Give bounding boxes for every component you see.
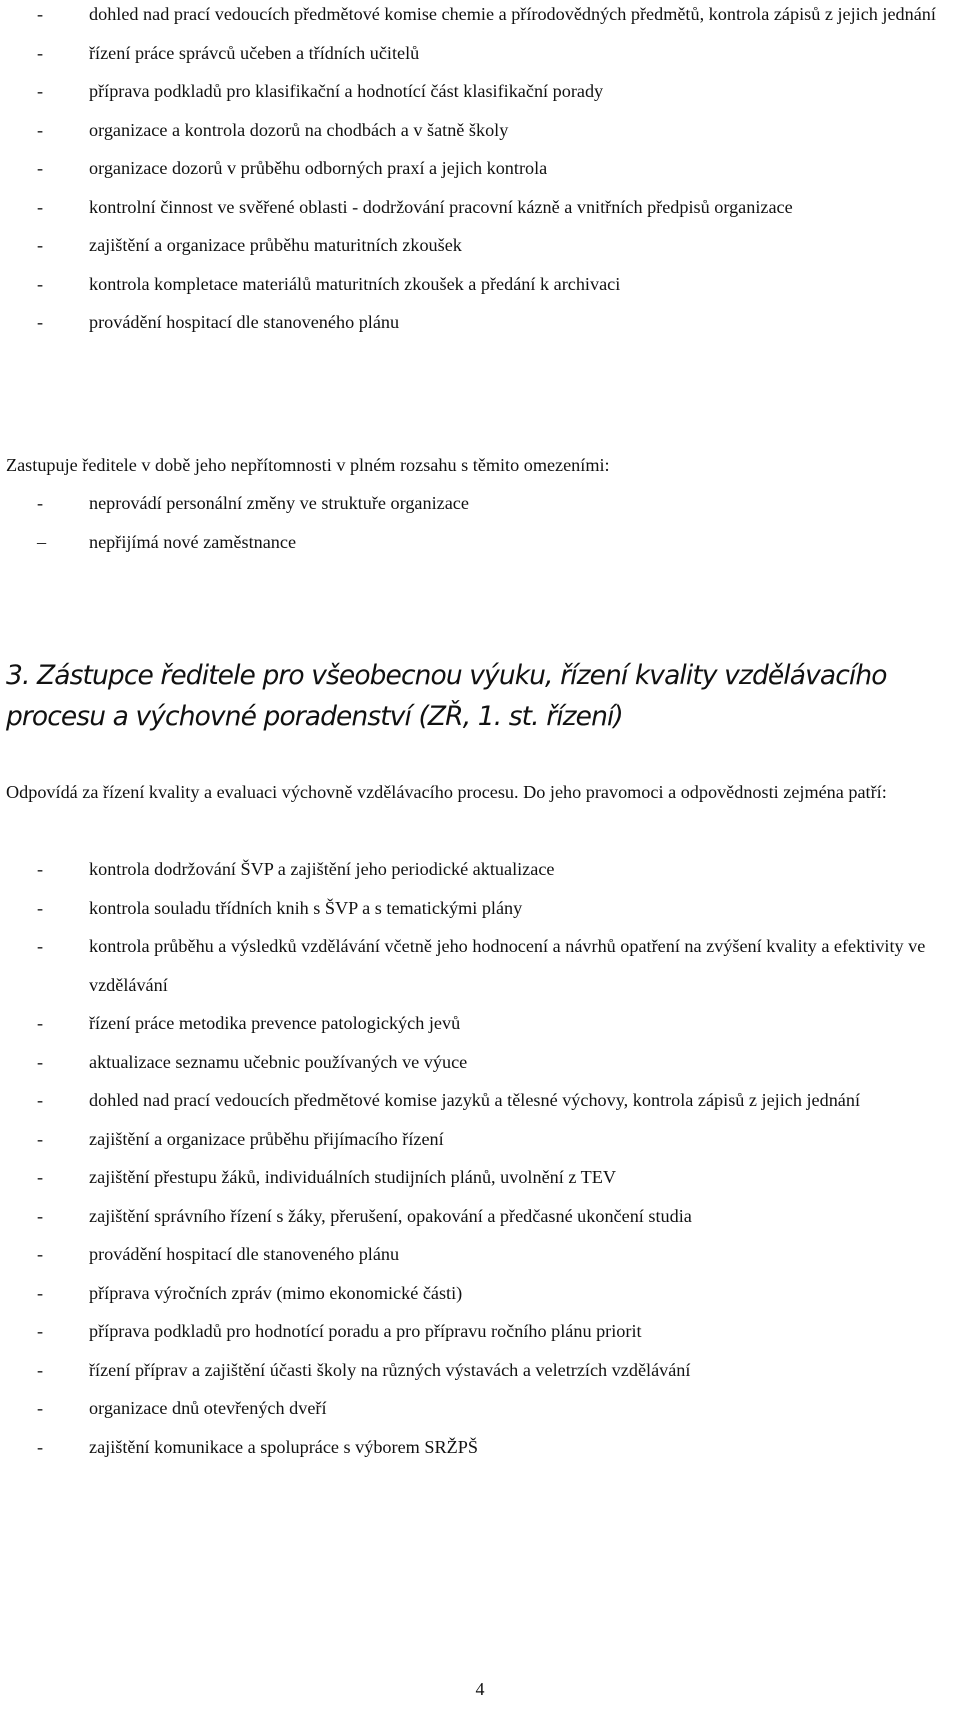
list-item-text: kontrola kompletace materiálů maturitních zkoušek a předání k archivaci bbox=[89, 273, 621, 294]
list-item-text: příprava výročních zpráv (mimo ekonomické části) bbox=[89, 1282, 463, 1303]
list-item-text: řízení práce správců učeben a třídních učitelů bbox=[89, 42, 420, 63]
bullet-dash: – bbox=[37, 531, 47, 552]
list-item-text: provádění hospitací dle stanoveného plánu bbox=[89, 312, 400, 332]
substitution-restrictions-list bbox=[0, 484, 960, 561]
list-item bbox=[0, 303, 960, 342]
section-heading: 3. Zástupce ředitele pro všeobecnou výuku, řízení kvality vzdělávacího procesu a výchovné poradenství (ZŘ, 1. st. řízení) bbox=[6, 660, 887, 732]
list-item-text: zajištění a organizace průběhu maturitních zkoušek bbox=[89, 235, 462, 255]
list-item bbox=[0, 1197, 960, 1236]
list-item-text: kontrola průběhu a výsledků vzdělávání včetně jeho hodnocení a návrhů opatření na zvýšení kvality a efektivity ve vzdělávání bbox=[89, 936, 926, 995]
list-item bbox=[0, 1428, 960, 1467]
bullet-dash: - bbox=[37, 312, 44, 332]
duties-list-top bbox=[0, 0, 960, 342]
list-item-text: dohled nad prací vedoucích předmětové komise jazyků a tělesné výchovy, kontrola zápisů z jejich jednání bbox=[89, 1090, 861, 1110]
list-item bbox=[0, 927, 960, 1004]
bullet-dash: - bbox=[37, 42, 44, 63]
list-item-text: neprovádí personální změny ve struktuře organizace bbox=[89, 493, 469, 513]
bullet-dash: - bbox=[37, 4, 44, 24]
list-item-text: příprava podkladů pro klasifikační a hodnotící část klasifikační porady bbox=[89, 81, 604, 101]
list-item-text: kontrolní činnost ve svěřené oblasti - dodržování pracovní kázně a vnitřních předpisů organizace bbox=[89, 196, 793, 217]
list-item-text: provádění hospitací dle stanoveného plánu bbox=[89, 1244, 400, 1264]
list-item bbox=[0, 1351, 960, 1390]
list-item-text: organizace dozorů v průběhu odborných praxí a jejich kontrola bbox=[89, 158, 548, 178]
bullet-dash: - bbox=[37, 1205, 44, 1226]
list-item-text: řízení práce metodika prevence patologických jevů bbox=[89, 1013, 461, 1033]
list-item-text: dohled nad prací vedoucích předmětové komise chemie a přírodovědných předmětů, kontrola zápisů z jejich jednání bbox=[89, 4, 936, 24]
bullet-dash: - bbox=[37, 196, 44, 217]
list-item-text: aktualizace seznamu učebnic používaných ve výuce bbox=[89, 1051, 468, 1072]
list-item-text: organizace dnů otevřených dveří bbox=[89, 1398, 327, 1418]
list-item bbox=[0, 0, 960, 34]
bullet-dash: - bbox=[37, 1359, 44, 1380]
list-item bbox=[0, 889, 960, 928]
page-number: 4 bbox=[475, 1679, 485, 1699]
list-item bbox=[0, 850, 960, 889]
list-item bbox=[0, 1158, 960, 1197]
bullet-dash: - bbox=[37, 1128, 44, 1149]
bullet-dash: - bbox=[37, 936, 44, 956]
list-item bbox=[0, 1004, 960, 1043]
list-item-text: zajištění komunikace a spolupráce s výborem SRŽPŠ bbox=[89, 1436, 478, 1457]
bullet-dash: - bbox=[37, 859, 44, 879]
bullet-dash: - bbox=[37, 1436, 44, 1457]
list-item-text: organizace a kontrola dozorů na chodbách a v šatně školy bbox=[89, 119, 509, 140]
list-item-text: nepřijímá nové zaměstnance bbox=[89, 531, 297, 552]
bullet-dash: - bbox=[37, 1051, 44, 1072]
bullet-dash: - bbox=[37, 1244, 44, 1264]
list-item-text: zajištění správního řízení s žáky, přerušení, opakování a předčasné ukončení studia bbox=[89, 1205, 692, 1226]
bullet-dash: - bbox=[37, 1090, 44, 1110]
list-item-text: příprava podkladů pro hodnotící poradu a pro přípravu ročního plánu priorit bbox=[89, 1321, 642, 1341]
duties-list-section bbox=[0, 850, 960, 1466]
bullet-dash: - bbox=[37, 273, 44, 294]
list-item bbox=[0, 523, 960, 562]
list-item bbox=[0, 111, 960, 150]
list-item-text: kontrola dodržování ŠVP a zajištění jeho periodické aktualizace bbox=[89, 859, 555, 879]
list-item bbox=[0, 1274, 960, 1313]
list-item-text: řízení příprav a zajištění účasti školy na různých výstavách a veletrzích vzdělávání bbox=[89, 1359, 691, 1380]
bullet-dash: - bbox=[37, 158, 44, 178]
list-item bbox=[0, 1120, 960, 1159]
list-item bbox=[0, 1389, 960, 1428]
list-item bbox=[0, 226, 960, 265]
list-item bbox=[0, 1043, 960, 1082]
bullet-dash: - bbox=[37, 81, 44, 101]
section-intro-paragraph: Odpovídá za řízení kvality a evaluaci výchovně vzdělávacího procesu. Do jeho pravomoci a odpovědnosti zejména patří: bbox=[6, 782, 887, 802]
bullet-dash: - bbox=[37, 1321, 44, 1341]
bullet-dash: - bbox=[37, 235, 44, 255]
bullet-dash: - bbox=[37, 119, 44, 140]
list-item bbox=[0, 1235, 960, 1274]
list-item-text: zajištění přestupu žáků, individuálních studijních plánů, uvolnění z TEV bbox=[89, 1167, 616, 1187]
list-item bbox=[0, 149, 960, 188]
list-item bbox=[0, 72, 960, 111]
bullet-dash: - bbox=[37, 1282, 44, 1303]
list-item-text: zajištění a organizace průběhu přijímacího řízení bbox=[89, 1128, 444, 1149]
list-item bbox=[0, 34, 960, 73]
list-item bbox=[0, 1081, 960, 1120]
list-item bbox=[0, 265, 960, 304]
bullet-dash: - bbox=[37, 1013, 44, 1033]
bullet-dash: - bbox=[37, 1398, 44, 1418]
list-item bbox=[0, 484, 960, 523]
list-item-text: kontrola souladu třídních knih s ŠVP a s tematickými plány bbox=[89, 897, 523, 918]
substitution-paragraph: Zastupuje ředitele v době jeho nepřítomnosti v plném rozsahu s těmito omezeními: bbox=[6, 455, 610, 475]
list-item bbox=[0, 188, 960, 227]
list-item bbox=[0, 1312, 960, 1351]
bullet-dash: - bbox=[37, 897, 44, 918]
bullet-dash: - bbox=[37, 493, 44, 513]
bullet-dash: - bbox=[37, 1167, 44, 1187]
